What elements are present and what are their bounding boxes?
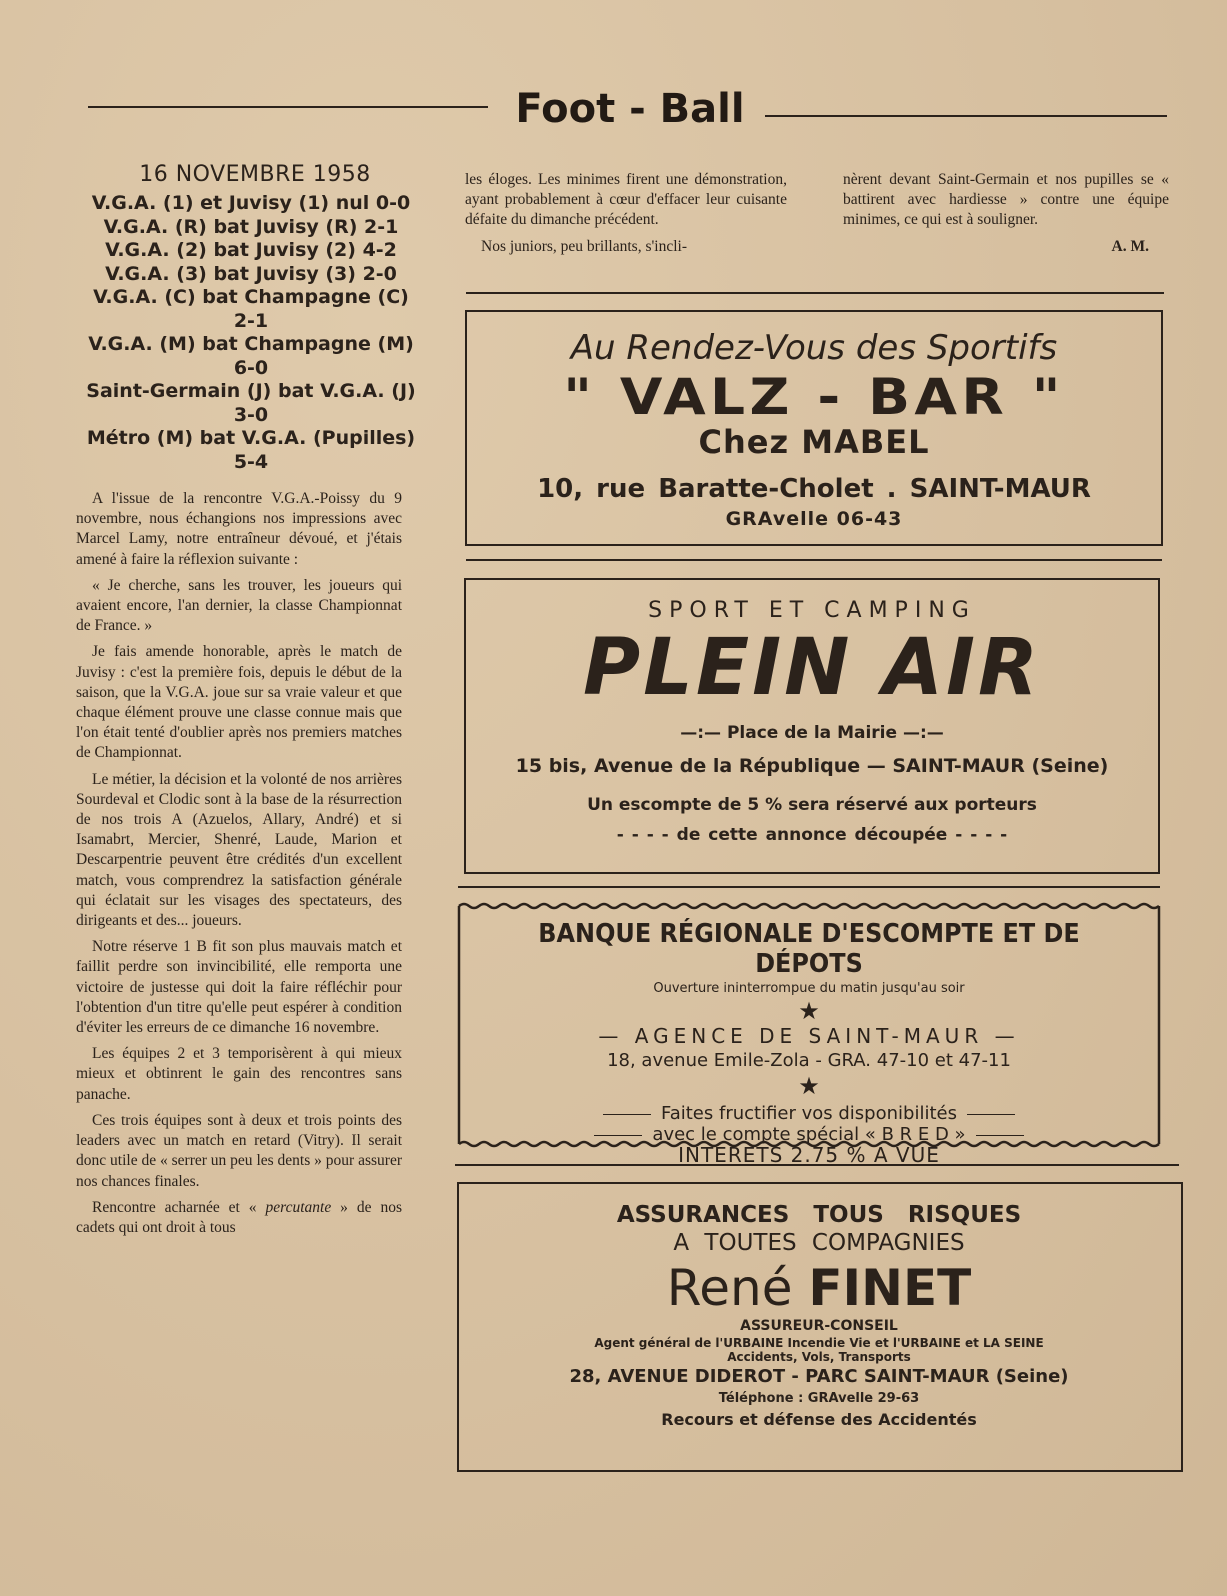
article-column-2 — [465, 170, 787, 263]
ad-services: Recours et défense des Accidentés — [661, 1410, 977, 1429]
dash-rule — [594, 1135, 642, 1136]
ad-agency-desc: Agent général de l'URBAINE Incendie Vie et l'URBAINE et LA SEINE — [594, 1336, 1044, 1350]
result-match: V.G.A. (1) et Juvisy (1) nul 0-0 — [91, 192, 411, 214]
ad-slogan: Faites fructifier vos disponibilités — [661, 1103, 957, 1124]
result-line — [84, 192, 418, 216]
ad-slogan-line — [459, 1103, 1159, 1124]
ad-agency: — AGENCE DE SAINT-MAUR — — [598, 1024, 1020, 1048]
article-column-3 — [843, 170, 1169, 257]
result-line — [84, 333, 418, 380]
article-paragraph: Ces trois équipes sont à deux et trois points des leaders avec un match en retard (Vitry). Il serait donc utile de « serrer un peu les dents » pour assurer nos chances finales. — [76, 1111, 402, 1190]
ad-coverage: Accidents, Vols, Transports — [727, 1350, 911, 1364]
dash-rule — [603, 1114, 651, 1115]
ad-subheadline: A TOUTES COMPAGNIES — [673, 1230, 965, 1256]
result-match: V.G.A. (2) bat Juvisy (2) 4-2 — [105, 239, 397, 261]
result-match: Métro (M) bat V.G.A. (Pupilles) — [86, 427, 416, 449]
result-match: V.G.A. (R) bat Juvisy (R) 2-1 — [103, 215, 399, 238]
ad-agent-last-name: FINET — [808, 1259, 972, 1317]
ad-role: ASSUREUR-CONSEIL — [740, 1318, 898, 1334]
article-paragraph-last — [76, 1198, 402, 1238]
ad-address: 10, rue Baratte-Cholet . SAINT-MAUR — [537, 474, 1091, 504]
result-match: V.G.A. (M) bat Champagne (M) — [88, 333, 414, 355]
ad-slogan-line — [459, 1124, 1159, 1145]
article-text: » de nos cadets qui ont droit à tous — [76, 1198, 402, 1236]
ad-subtitle: SPORT ET CAMPING — [648, 598, 976, 623]
ad-account: avec le compte spécial « B R E D » — [652, 1124, 966, 1145]
ad-headline: ASSURANCES TOUS RISQUES — [616, 1202, 1022, 1228]
ad-valz-bar — [467, 312, 1161, 544]
ad-banque — [459, 905, 1159, 1167]
ad-address: 15 bis, Avenue de la République — SAINT-MAUR (Seine) — [515, 755, 1109, 777]
ads-top-rule — [466, 292, 1164, 294]
article-paragraph: « Je cherche, sans les trouver, les joueurs qui avaient encore, l'an dernier, la classe Championnat de France. » — [76, 576, 402, 635]
result-line — [84, 286, 418, 333]
ad-separator — [466, 559, 1162, 561]
result-score: 3-0 — [233, 403, 269, 426]
article-text: Rencontre acharnée et « — [92, 1198, 266, 1216]
ad-tagline: Au Rendez-Vous des Sportifs — [570, 328, 1058, 368]
ad-address: 18, avenue Emile-Zola - GRA. 47-10 et 47-11 — [607, 1050, 1011, 1071]
ad-phone: GRAvelle 06-43 — [725, 508, 903, 530]
article-paragraph: Le métier, la décision et la volonté de nos arrières Sourdeval et Clodic sont à la base de la résurrection de nos trois A (Azuelos, Allary, André) et si Isamabrt, Mercier, Shenré, Laude, Marion et Descarpentrie peuvent être crédités d'un excellent match, vous comprendrez la satisfaction générale qui éclatait sur les visages des spectateurs, des dirigeants et des... joueurs. — [76, 770, 402, 930]
ad-agent-first-name: René — [666, 1259, 809, 1317]
result-score: 6-0 — [233, 356, 269, 379]
results-date: 16 NOVEMBRE 1958 — [139, 162, 371, 187]
ad-opening-hours: Ouverture ininterrompue du matin jusqu'au soir — [653, 981, 965, 996]
result-score: 2-1 — [233, 309, 269, 332]
article-paragraph: Je fais amende honorable, après le match de Juvisy : c'est la première fois, depuis le début de la saison, que la V.G.A. joue sur sa vraie valeur et que chaque élément prouve une classe connue mais que l'on était tenté d'oublier après nos premiers matches de Championnat. — [76, 643, 402, 762]
article-column-1 — [76, 489, 402, 1244]
ad-separator — [455, 1164, 1179, 1166]
article-signature: A. M. — [1111, 237, 1149, 255]
ad-address: 28, AVENUE DIDEROT - PARC SAINT-MAUR (Seine) — [569, 1366, 1069, 1387]
article-paragraph: nèrent devant Saint-Germain et nos pupilles se « battirent avec hardiesse » contre une équipe minimes, ce qui est à souligner. — [843, 171, 1169, 229]
result-score: 5-4 — [233, 450, 269, 473]
result-line — [84, 239, 418, 263]
ad-bar-name: " VALZ - BAR " — [563, 368, 1065, 426]
article-italic-text: percutante — [265, 1198, 332, 1216]
dash-rule — [967, 1114, 1015, 1115]
results-list — [84, 192, 418, 474]
ad-discount-note: - - - - de cette annonce découpée - - - - — [616, 825, 1008, 845]
ad-interest: INTERETS 2.75 % A VUE — [678, 1143, 940, 1167]
ad-assurances — [459, 1182, 1179, 1470]
ad-separator — [458, 886, 1160, 888]
ad-agent-name — [459, 1260, 1179, 1316]
ad-bank-name: BANQUE RÉGIONALE D'ESCOMPTE ET DE DÉPOTS — [538, 919, 1080, 979]
ad-shop-name: PLEIN AIR — [582, 623, 1042, 713]
ad-location: —:— Place de la Mairie —:— — [680, 723, 944, 743]
ad-host: Chez MABEL — [698, 423, 930, 461]
article-paragraph: Notre réserve 1 B fit son plus mauvais match et faillit perdre son invincibilité, elle remporta une victoire de justesse qui doit la faire réfléchir pour l'obtention d'un titre qu'elle peut espérer à condition d'éviter les erreurs de ce dimanche 16 novembre. — [76, 938, 402, 1037]
page-title: Foot - Ball — [515, 86, 745, 132]
result-line — [84, 427, 418, 474]
header-rule-left — [88, 106, 488, 108]
result-match: V.G.A. (3) bat Juvisy (3) 2-0 — [105, 262, 397, 285]
ad-discount: Un escompte de 5 % sera réservé aux porteurs — [587, 795, 1037, 815]
result-match: V.G.A. (C) bat Champagne (C) — [93, 286, 409, 308]
result-line — [84, 263, 418, 287]
result-line — [84, 216, 418, 240]
result-line — [84, 380, 418, 427]
article-paragraph: A l'issue de la rencontre V.G.A.-Poissy du 9 novembre, nous échangions nos impressions avec Marcel Lamy, notre entraîneur dévoué, et j'étais amené à faire la réflexion suivante : — [76, 490, 402, 568]
star-icon: ★ — [798, 1074, 820, 1100]
result-match: Saint-Germain (J) bat V.G.A. (J) — [86, 380, 416, 402]
dash-rule — [976, 1135, 1024, 1136]
header-rule-right — [765, 115, 1167, 117]
star-icon: ★ — [798, 999, 820, 1025]
ad-plein-air — [466, 580, 1158, 872]
article-paragraph: les éloges. Les minimes firent une démonstration, ayant probablement à cœur d'effacer leur cuisante défaite du dimanche précédent. — [465, 171, 787, 229]
article-paragraph: Nos juniors, peu brillants, s'incli- — [481, 237, 687, 255]
article-paragraph: Les équipes 2 et 3 temporisèrent à qui mieux mieux et obtinrent le gain des rencontres sans panache. — [76, 1045, 402, 1103]
ad-phone: Téléphone : GRAvelle 29-63 — [718, 1391, 920, 1406]
